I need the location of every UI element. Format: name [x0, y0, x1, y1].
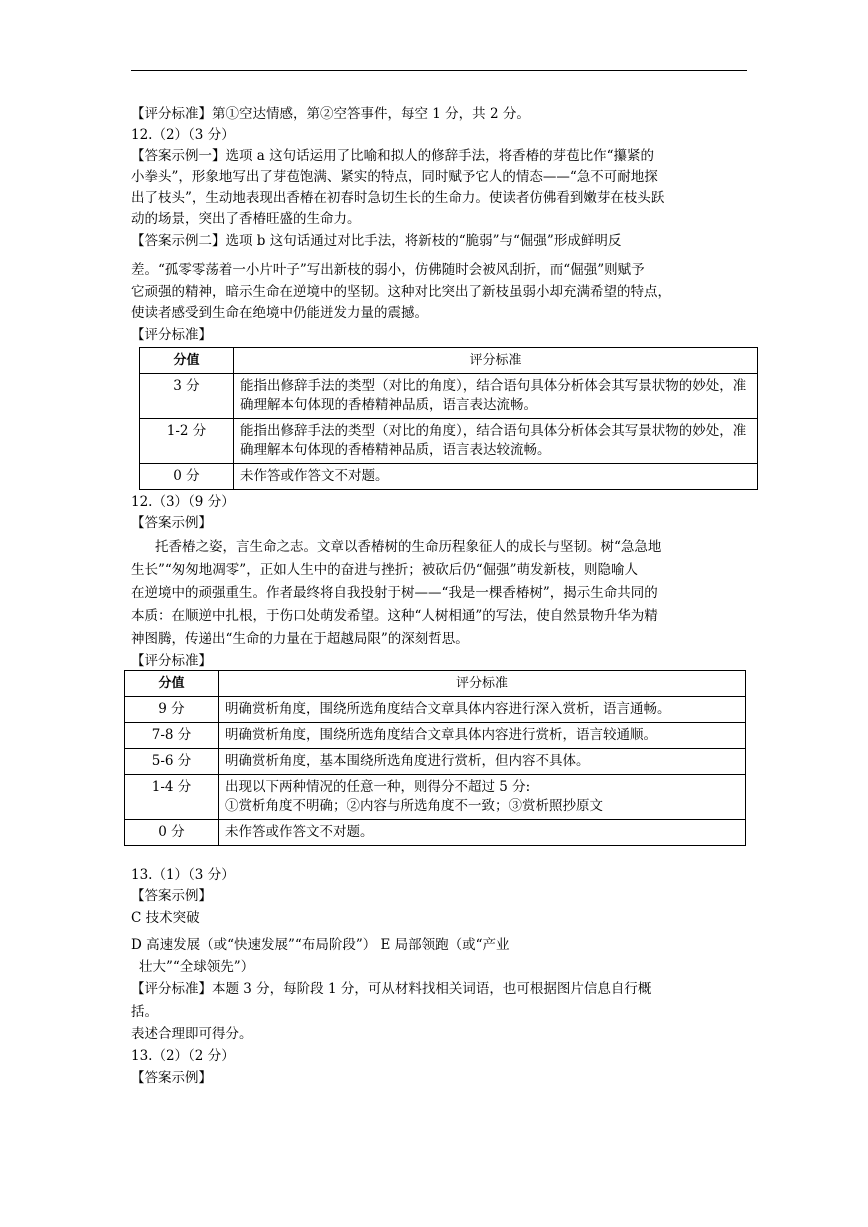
answer-line: 【答案示例二】选项 b 这句话通过对比手法，将新枝的“脆弱”与“倔强”形成鲜明反 — [131, 233, 622, 249]
score-cell: 7-8 分 — [125, 723, 219, 749]
criteria-cell: 能指出修辞手法的类型（对比的角度），结合语句具体分析体会其写景状物的妙处，准确理解本句体现的香椿精神品质，语言表达较流畅。 — [234, 419, 758, 464]
criteria-cell: 明确赏析角度，围绕所选角度结合文章具体内容进行赏析，语言较通顺。 — [219, 723, 746, 749]
table-row — [140, 464, 758, 490]
answer-line: 动的场景，突出了香椿旺盛的生命力。 — [131, 211, 361, 227]
answer-line: 出了枝头”，生动地表现出香椿在初春时急切生长的生命力。使读者仿佛看到嫩芽在枝头跃 — [131, 190, 665, 206]
table-header-criteria: 评分标准 — [234, 348, 758, 374]
criteria-line: 出现以下两种情况的任意一种，则得分不超过 5 分: — [225, 779, 531, 795]
criteria-line: ①赏析角度不明确；②内容与所选角度不一致；③赏析照抄原文 — [225, 798, 603, 814]
criteria-cell: 能指出修辞手法的类型（对比的角度），结合语句具体分析体会其写景状物的妙处，准确理解本句体现的香椿精神品质，语言表达流畅。 — [234, 374, 758, 419]
scoring-note: 括。 — [131, 1004, 158, 1020]
score-cell: 9 分 — [125, 697, 219, 723]
answer-line: 神图腾，传递出“生命的力量在于超越局限”的深刻哲思。 — [131, 631, 469, 647]
table-row — [125, 775, 746, 820]
scoring-table-1 — [139, 347, 758, 490]
answer-label: 【答案示例】 — [131, 1070, 212, 1086]
table-row — [140, 374, 758, 419]
score-cell: 1-4 分 — [125, 775, 219, 820]
question-heading: 13.（2）（2 分） — [131, 1048, 235, 1064]
header-rule — [131, 70, 747, 71]
answer-line: 差。“孤零零荡着一小片叶子”写出新枝的弱小，仿佛随时会被风刮折，而“倔强”则赋予 — [131, 262, 645, 278]
question-heading: 13.（1）（3 分） — [131, 867, 235, 883]
answer-label: 【答案示例】 — [131, 515, 212, 531]
scoring-note: 【评分标准】第①空达情感，第②空答事件，每空 1 分，共 2 分。 — [131, 106, 530, 122]
criteria-cell: 明确赏析角度，围绕所选角度结合文章具体内容进行深入赏析，语言通畅。 — [219, 697, 746, 723]
table-header-score: 分值 — [140, 348, 234, 374]
score-cell: 1-2 分 — [140, 419, 234, 464]
criteria-cell: 未作答或作答文不对题。 — [234, 464, 758, 490]
score-cell: 5-6 分 — [125, 749, 219, 775]
scoring-label: 【评分标准】 — [131, 653, 212, 669]
table-row — [125, 697, 746, 723]
table-header-score: 分值 — [125, 671, 219, 697]
answer-line: 使读者感受到生命在绝境中仍能迸发力量的震撼。 — [131, 305, 428, 321]
scoring-table-2 — [124, 670, 746, 846]
answer-line: 小拳头”，形象地写出了芽苞饱满、紧实的特点，同时赋予它人的情态——“急不可耐地探 — [131, 169, 658, 185]
answer-label: 【答案示例】 — [131, 888, 212, 904]
scoring-label: 【评分标准】 — [131, 327, 212, 343]
answer-line: 【答案示例一】选项 a 这句话运用了比喻和拟人的修辞手法，将香椿的芽苞比作“攥紧的 — [131, 148, 655, 164]
score-cell: 0 分 — [125, 820, 219, 846]
question-heading: 12.（3）（9 分） — [131, 494, 235, 510]
question-heading: 12.（2）（3 分） — [131, 127, 235, 143]
scoring-note: 【评分标准】本题 3 分，每阶段 1 分，可从材料找相关词语，也可根据图片信息自行概 — [131, 981, 652, 997]
answer-line: D 高速发展（或“快速发展”“布局阶段”） E 局部领跑（或“产业 — [131, 937, 510, 953]
answer-line: 托香椿之姿，言生命之志。文章以香椿树的生命历程象征人的成长与坚韧。树“急急地 — [155, 539, 662, 555]
answer-line: C 技术突破 — [131, 910, 200, 926]
table-row — [140, 419, 758, 464]
criteria-cell: 明确赏析角度，基本围绕所选角度进行赏析，但内容不具体。 — [219, 749, 746, 775]
answer-line: 壮大”“全球领先”） — [139, 959, 255, 975]
answer-line: 它顽强的精神，暗示生命在逆境中的坚韧。这种对比突出了新枝虽弱小却充满希望的特点， — [131, 284, 671, 300]
answer-line: 在逆境中的顽强重生。作者最终将自我投射于树——“我是一棵香椿树”，揭示生命共同的 — [131, 585, 658, 601]
table-header-criteria: 评分标准 — [219, 671, 746, 697]
scoring-note: 表述合理即可得分。 — [131, 1026, 253, 1042]
table-row — [125, 723, 746, 749]
answer-line: 本质：在顺逆中扎根，于伤口处萌发希望。这种“人树相通”的写法，使自然景物升华为精 — [131, 608, 658, 624]
score-cell: 0 分 — [140, 464, 234, 490]
criteria-cell: 未作答或作答文不对题。 — [219, 820, 746, 846]
score-cell: 3 分 — [140, 374, 234, 419]
criteria-cell — [219, 775, 746, 820]
table-row — [125, 820, 746, 846]
table-row — [125, 749, 746, 775]
answer-line: 生长”“匆匆地凋零”，正如人生中的奋进与挫折；被砍后仍“倔强”萌发新枝，则隐喻人 — [131, 562, 639, 578]
